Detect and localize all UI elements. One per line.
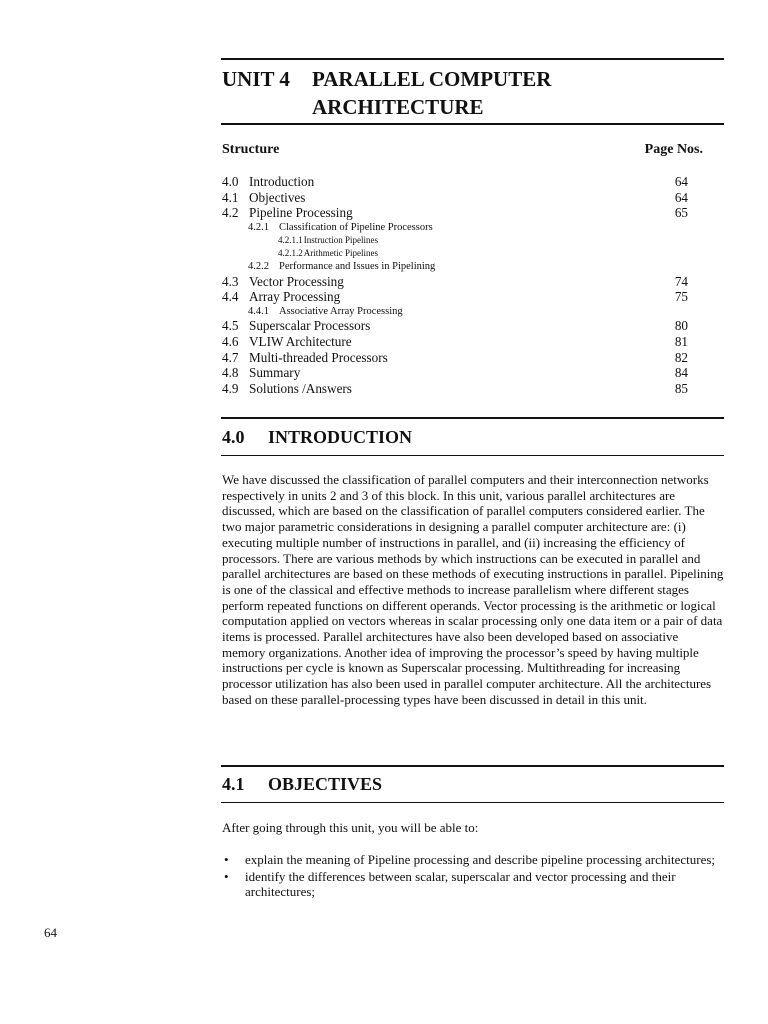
list-item-text: identify the differences between scalar, superscalar and vector processing and their architectures; [245,868,676,900]
toc-entry-label: Array Processing [249,289,341,305]
unit-number: UNIT 4 [222,67,290,91]
toc-entry-label: Vector Processing [249,273,344,289]
toc-entry [222,334,688,350]
toc-entry-label: Summary [249,365,301,381]
toc-entry-number: 4.6 [222,334,239,350]
structure-header [222,141,703,159]
toc-entry-number: 4.7 [222,349,239,365]
unit-title-line2: ARCHITECTURE [312,95,484,119]
toc-entry-page: 80 [674,318,688,334]
toc-entry-number: 4.2.1 [248,221,269,233]
objectives-title: OBJECTIVES [268,774,383,794]
toc-entry-number: 4.0 [222,174,239,189]
toc-entry [222,221,688,235]
toc-entry [222,350,688,366]
toc-entry [222,190,688,206]
toc-entry-number: 4.8 [222,365,239,381]
top-rule [221,58,724,60]
toc-entry-label: VLIW Architecture [249,334,352,350]
structure-heading: Structure [222,142,280,157]
toc-entry-number: 4.2 [222,205,239,221]
unit-title [222,65,722,121]
toc-entry [222,318,688,334]
toc-entry-number: 4.2.2 [248,261,269,273]
list-item [222,852,724,868]
toc-entry [222,381,688,397]
objectives-list [222,852,724,901]
toc-entry-label: Introduction [249,174,315,189]
toc-entry-label: Solutions /Answers [249,380,352,396]
toc-entry [222,234,688,247]
list-item [222,869,724,900]
objectives-heading [222,773,382,795]
list-item-text: explain the meaning of Pipeline processing and describe pipeline processing architectures; [245,852,716,867]
bullet-icon: • [224,852,229,867]
toc-entry-label: Instruction Pipelines [303,235,378,246]
introduction-heading [222,426,412,448]
toc-entry-number: 4.4 [222,289,239,305]
toc-entry-label: Arithmetic Pipelines [303,248,378,259]
toc-entry-page: 81 [674,334,688,350]
toc-entry [222,174,688,190]
toc-entry-number: 4.4.1 [248,305,269,317]
table-of-contents [222,174,688,396]
toc-entry-page: 84 [674,365,688,381]
toc-entry-page: 64 [674,174,688,189]
objectives-top-rule [221,765,724,767]
toc-entry-label: Superscalar Processors [249,318,371,334]
toc-entry-page: 64 [674,189,688,205]
toc-entry-number: 4.2.1.2 [278,248,303,259]
toc-entry-number: 4.9 [222,380,239,396]
title-bottom-rule [221,123,724,125]
introduction-title: INTRODUCTION [268,427,413,447]
objectives-number: 4.1 [222,774,245,794]
introduction-number: 4.0 [222,427,245,447]
introduction-top-rule [221,417,724,419]
page-nos-heading: Page Nos. [644,142,703,157]
toc-entry-number: 4.2.1.1 [278,235,303,246]
toc-entry-number: 4.3 [222,273,239,289]
toc-entry [222,274,688,290]
toc-entry-label: Pipeline Processing [249,205,353,221]
toc-entry-label: Associative Array Processing [279,305,403,317]
objectives-bottom-rule [221,802,724,803]
toc-entry-page: 82 [674,349,688,365]
toc-entry-page: 85 [674,380,688,396]
toc-entry [222,365,688,381]
introduction-body: We have discussed the classification of parallel computers and their interconnection networks respectively in units 2 and 3 of this block. In this unit, various parallel architectures are discussed, which are based on the classification of parallel computers considered earlier. The two major parametric considerations in designing a parallel computer architecture are: (i) executing multiple number of instructions in parallel, and (ii) increasing the efficiency of processors. There are various methods by which instructions can be executed in parallel and parallel architectures are based on these methods of executing instructions in parallel. Pipelining is one of the classical and effective methods to increase parallelism where different stages perform repeated functions on different operands. Vector processing is the arithmetic or logical computation applied on vectors whereas in scalar processing only one data item or a pair of data items is processed. Parallel architectures have also been developed based on associative memory organizations. Another idea of improving the processor’s speed by having multiple instructions per cycle is known as Superscalar processing. Multithreading for increasing processor utilization has also been used in parallel computer architecture. All the architectures based on these parallel-processing types have been discussed in detail in this unit. [222,472,724,707]
toc-entry [222,205,688,221]
bullet-icon: • [224,868,229,884]
toc-entry-page: 74 [674,273,688,289]
objectives-intro: After going through this unit, you will be able to: [222,820,479,835]
introduction-bottom-rule [221,455,724,456]
toc-entry-label: Performance and Issues in Pipelining [279,261,436,273]
toc-entry [222,305,688,319]
toc-entry-page: 65 [674,205,688,221]
toc-entry [222,260,688,274]
toc-entry [222,289,688,305]
toc-entry-number: 4.1 [222,189,239,205]
toc-entry [222,247,688,260]
toc-entry-label: Objectives [249,189,306,205]
toc-entry-page: 75 [674,289,688,305]
toc-entry-number: 4.5 [222,318,239,334]
toc-entry-label: Multi-threaded Processors [249,349,388,365]
unit-title-line1: PARALLEL COMPUTER [312,67,552,91]
page-number: 64 [44,925,57,940]
toc-entry-label: Classification of Pipeline Processors [279,221,433,233]
